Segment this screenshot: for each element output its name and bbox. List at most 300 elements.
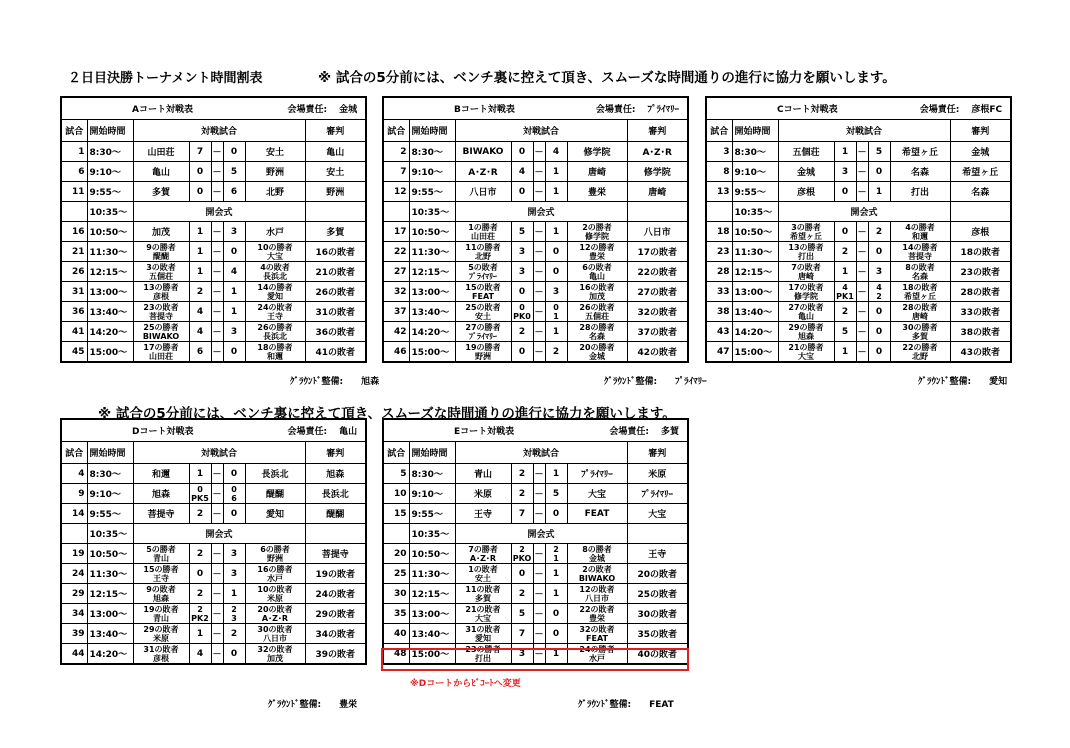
home-team [133, 644, 189, 665]
court-b-table [382, 96, 687, 363]
home-team [455, 624, 511, 644]
away-team [245, 584, 305, 604]
away-team [567, 322, 627, 342]
away-score: 0 [223, 644, 245, 665]
start-time: 10:35～ [732, 202, 778, 222]
referee: 23の敗者 [950, 262, 1011, 282]
table-row [706, 182, 1011, 202]
home-team [133, 604, 189, 624]
home-team-line2: 安土 [475, 573, 491, 583]
score-dash: － [856, 282, 868, 302]
match-no: 48 [383, 644, 409, 665]
table-row [383, 322, 688, 342]
home-score [834, 282, 856, 302]
table-row [383, 624, 688, 644]
away-team [567, 604, 627, 624]
away-score: 1 [868, 182, 890, 202]
table-row [383, 484, 688, 504]
away-score: 0 [868, 342, 890, 363]
match-no: 24 [61, 564, 87, 584]
home-team-line1: 25の勝者 [143, 322, 179, 332]
change-note: ※Dコートからﾋﾞｺｰﾄへ変更 [410, 679, 521, 689]
start-time: 11:30～ [409, 242, 455, 262]
court-name: Aコート対戦表 [132, 105, 193, 115]
away-score: 0 [223, 242, 245, 262]
start-time: 9:55～ [409, 182, 455, 202]
score-dash: － [533, 464, 545, 484]
court-name: Dコート対戦表 [132, 427, 194, 437]
home-team-line1: 15の勝者 [143, 564, 179, 574]
table-row [383, 202, 688, 222]
away-score: 1 [545, 322, 567, 342]
score-dash: － [856, 242, 868, 262]
away-score: 1 [545, 182, 567, 202]
home-team: 彦根 [778, 182, 834, 202]
match-no: 44 [61, 644, 87, 665]
start-time: 13:00～ [409, 604, 455, 624]
match-no: 21 [61, 242, 87, 262]
score-dash: － [211, 182, 223, 202]
away-team [890, 322, 950, 342]
home-team-line1: 7の勝者 [468, 544, 498, 554]
match-no: 1 [61, 142, 87, 162]
away-score [223, 484, 245, 504]
table-row [61, 142, 366, 162]
score-dash: － [211, 624, 223, 644]
home-team-line2: 打出 [798, 251, 814, 261]
table-row [383, 564, 688, 584]
score-dash: － [211, 162, 223, 182]
score-dash: － [856, 302, 868, 322]
away-score [223, 604, 245, 624]
home-score: 5 [511, 604, 533, 624]
referee: 38の敗者 [950, 322, 1011, 342]
referee: 21の敗者 [305, 262, 366, 282]
away-team: 修学院 [567, 142, 627, 162]
manager-label: 会場責任: [919, 105, 960, 115]
table-row [383, 302, 688, 322]
away-team [245, 644, 305, 665]
away-team-line1: 24の勝者 [579, 644, 615, 654]
referee: 41の敗者 [305, 342, 366, 363]
match-no: 42 [383, 322, 409, 342]
header-referee: 審判 [305, 120, 366, 142]
away-score: 4 [223, 262, 245, 282]
away-team-line2: 愛知 [267, 291, 283, 301]
home-score: 0 [511, 342, 533, 363]
home-team-line2: 青山 [153, 553, 169, 563]
away-team [245, 302, 305, 322]
away-score: 1 [545, 464, 567, 484]
away-team [567, 564, 627, 584]
table-row [61, 222, 366, 242]
away-team-line2: 和邇 [267, 351, 283, 361]
home-team: 加茂 [133, 222, 189, 242]
table-row [706, 202, 1011, 222]
referee: 名森 [950, 182, 1011, 202]
away-team-line2: 王寺 [267, 311, 283, 321]
court-name: Cコート対戦表 [777, 105, 838, 115]
home-team-line1: 3の勝者 [791, 222, 821, 232]
score-dash: － [856, 222, 868, 242]
table-row [383, 162, 688, 182]
home-score: 1 [189, 624, 211, 644]
home-team-line1: 5の勝者 [146, 544, 176, 554]
away-team-line2: 大宝 [267, 251, 283, 261]
away-score: 2 [868, 222, 890, 242]
away-score-line2: 1 [553, 553, 559, 563]
away-team-line2: 五個荘 [585, 311, 609, 321]
score-dash: － [533, 604, 545, 624]
start-time: 15:00～ [87, 342, 133, 363]
referee: ﾌﾟﾗｲﾏﾘｰ [627, 484, 688, 504]
ground-e [578, 697, 674, 710]
home-score: 3 [511, 262, 533, 282]
referee: 32の敗者 [627, 302, 688, 322]
home-team: 旭森 [133, 484, 189, 504]
away-team-line2: 唐崎 [912, 311, 928, 321]
home-team [133, 242, 189, 262]
home-team: 金城 [778, 162, 834, 182]
home-team-line1: 19の勝者 [465, 342, 501, 352]
away-team: 名森 [890, 162, 950, 182]
start-time: 13:40～ [87, 624, 133, 644]
ground-label: ｸﾞﾗｳﾝﾄﾞ整備: [604, 377, 658, 387]
away-score: 0 [223, 464, 245, 484]
referee: 菩提寺 [305, 544, 366, 564]
table-row [61, 262, 366, 282]
ground-c [918, 374, 1007, 387]
home-team-line1: 15の敗者 [465, 282, 501, 292]
home-team-line2: 山田荘 [149, 351, 173, 361]
home-team [455, 242, 511, 262]
court-name: Eコート対戦表 [454, 427, 515, 437]
table-row [706, 282, 1011, 302]
schedule-table [382, 418, 689, 665]
home-score: 7 [511, 624, 533, 644]
home-score: 1 [834, 342, 856, 363]
start-time: 9:55～ [732, 182, 778, 202]
header-start-time: 開始時間 [87, 120, 133, 142]
match-no: 39 [61, 624, 87, 644]
away-score: 0 [545, 242, 567, 262]
home-team-line2: 北野 [475, 251, 491, 261]
score-dash: － [211, 644, 223, 665]
home-score: 3 [511, 242, 533, 262]
score-dash: － [856, 142, 868, 162]
home-team-line2: BIWAKO [142, 331, 180, 341]
home-score-line2: PKO [512, 553, 532, 563]
away-team-line1: 18の勝者 [257, 342, 293, 352]
home-team-line2: A･Z･R [469, 553, 497, 563]
away-team: 醍醐 [245, 484, 305, 504]
home-score: 3 [834, 162, 856, 182]
away-score: 1 [223, 302, 245, 322]
match-no: 25 [383, 564, 409, 584]
home-team [455, 262, 511, 282]
away-score: 3 [868, 262, 890, 282]
score-dash: － [533, 282, 545, 302]
header-match-no: 試合 [61, 120, 87, 142]
table-row [61, 584, 366, 604]
table-row [61, 544, 366, 564]
court-c-table [705, 96, 1010, 363]
start-time: 14:20～ [732, 322, 778, 342]
home-score [511, 302, 533, 322]
match-no: 20 [383, 544, 409, 564]
start-time: 11:30～ [87, 564, 133, 584]
home-team [455, 302, 511, 322]
score-dash: － [533, 222, 545, 242]
referee: 17の敗者 [627, 242, 688, 262]
header-referee: 審判 [627, 120, 688, 142]
start-time: 12:15～ [732, 262, 778, 282]
home-team-line1: 13の勝者 [143, 282, 179, 292]
court-header-box [62, 424, 365, 437]
home-score: 0 [511, 282, 533, 302]
match-no: 3 [706, 142, 732, 162]
referee: 醍醐 [305, 504, 366, 524]
away-score [545, 302, 567, 322]
referee: 25の敗者 [627, 584, 688, 604]
ceremony-label: 開会式 [455, 202, 627, 222]
home-score: 2 [189, 282, 211, 302]
home-team-line2: 亀山 [798, 311, 814, 321]
away-team-line2: BIWAKO [578, 573, 616, 583]
court-manager [609, 424, 679, 437]
court-a-table [60, 96, 365, 363]
table-row [61, 464, 366, 484]
away-team [890, 302, 950, 322]
match-no: 18 [706, 222, 732, 242]
court-header-box [62, 102, 365, 115]
away-team: 希望ヶ丘 [890, 142, 950, 162]
home-score: 2 [189, 584, 211, 604]
home-team [133, 302, 189, 322]
ground-value: FEAT [649, 700, 674, 710]
page-title: ２日目決勝トーナメント時間割表 [68, 71, 263, 86]
away-team-line2: 豊栄 [589, 613, 605, 623]
home-team [133, 564, 189, 584]
score-dash: － [856, 182, 868, 202]
away-team: 長浜北 [245, 464, 305, 484]
away-team [245, 262, 305, 282]
match-no: 6 [61, 162, 87, 182]
ceremony-label: 開会式 [455, 524, 627, 544]
home-score: 1 [189, 242, 211, 262]
home-score [189, 484, 211, 504]
ceremony-label: 開会式 [133, 202, 305, 222]
home-team-line1: 13の勝者 [788, 242, 824, 252]
start-time: 8:30～ [87, 464, 133, 484]
away-team-line2: 北野 [912, 351, 928, 361]
start-time: 9:55～ [87, 504, 133, 524]
start-time: 15:00～ [409, 342, 455, 363]
home-team-line2: 希望ヶ丘 [790, 231, 822, 241]
court-name: Bコート対戦表 [454, 105, 515, 115]
home-team [778, 342, 834, 363]
match-no: 23 [706, 242, 732, 262]
score-dash: － [533, 322, 545, 342]
table-row [706, 162, 1011, 182]
home-score: 4 [189, 644, 211, 665]
table-row [61, 644, 366, 665]
table-row [706, 262, 1011, 282]
header-referee: 審判 [950, 120, 1011, 142]
referee: 米原 [627, 464, 688, 484]
home-team-line2: 大宝 [475, 613, 491, 623]
home-team-line2: 醍醐 [153, 251, 169, 261]
referee: 43の敗者 [950, 342, 1011, 363]
referee: 33の敗者 [950, 302, 1011, 322]
header-start-time: 開始時間 [409, 442, 455, 464]
home-team-line2: 修学院 [794, 291, 818, 301]
match-no: 29 [61, 584, 87, 604]
schedule-table [60, 418, 367, 665]
home-score-line2: PK0 [513, 311, 531, 321]
home-team-line2: 彦根 [153, 291, 169, 301]
home-team [133, 624, 189, 644]
table-row [61, 282, 366, 302]
home-score: 4 [511, 162, 533, 182]
start-time: 8:30～ [732, 142, 778, 162]
home-score: 2 [834, 302, 856, 322]
table-row [383, 282, 688, 302]
table-row [383, 604, 688, 624]
away-score: 3 [545, 282, 567, 302]
table-row [61, 484, 366, 504]
home-team-line2: 多賀 [475, 593, 491, 603]
home-score: 1 [834, 142, 856, 162]
away-team-line2: 加茂 [267, 653, 283, 663]
away-team-line2: 菩提寺 [908, 251, 932, 261]
away-team [245, 564, 305, 584]
away-team-line2: 名森 [589, 331, 605, 341]
start-time: 10:50～ [87, 544, 133, 564]
match-no [706, 202, 732, 222]
away-score: 0 [545, 604, 567, 624]
home-score: 0 [511, 564, 533, 584]
match-no [383, 524, 409, 544]
home-score: 2 [511, 584, 533, 604]
home-team: 八日市 [455, 182, 511, 202]
away-team-line1: 16の敗者 [579, 282, 615, 292]
court-header [706, 97, 1011, 120]
referee: 旭森 [305, 464, 366, 484]
header-match: 対戦試合 [133, 442, 305, 464]
start-time: 9:10～ [409, 162, 455, 182]
home-score: 0 [511, 182, 533, 202]
score-dash: － [211, 464, 223, 484]
table-row [706, 242, 1011, 262]
away-team-line2: 亀山 [589, 271, 605, 281]
start-time: 14:20～ [409, 322, 455, 342]
away-score-line2: 6 [231, 493, 237, 503]
start-time: 10:50～ [732, 222, 778, 242]
referee: 29の敗者 [305, 604, 366, 624]
score-dash: － [856, 342, 868, 363]
referee: 長浜北 [305, 484, 366, 504]
header-start-time: 開始時間 [732, 120, 778, 142]
score-dash: － [211, 484, 223, 504]
away-team-line1: 10の敗者 [257, 584, 293, 594]
match-no: 26 [61, 262, 87, 282]
away-team-line1: 12の敗者 [579, 584, 615, 594]
start-time: 10:35～ [409, 202, 455, 222]
table-row [61, 604, 366, 624]
match-no: 19 [61, 544, 87, 564]
header-referee: 審判 [627, 442, 688, 464]
header-referee: 審判 [305, 442, 366, 464]
away-team-line2: 金城 [589, 351, 605, 361]
schedule-table [705, 96, 1012, 363]
manager-label: 会場責任: [609, 427, 650, 437]
start-time: 13:40～ [409, 302, 455, 322]
header-match: 対戦試合 [455, 120, 627, 142]
score-dash: － [533, 242, 545, 262]
away-score: 0 [868, 302, 890, 322]
referee: A･Z･R [627, 142, 688, 162]
match-no [61, 524, 87, 544]
away-score: 5 [545, 484, 567, 504]
away-score: 0 [545, 504, 567, 524]
match-no: 36 [61, 302, 87, 322]
home-score: 4 [189, 322, 211, 342]
away-team [567, 584, 627, 604]
home-team [455, 342, 511, 363]
table-row [61, 182, 366, 202]
home-team-line1: 21の勝者 [788, 342, 824, 352]
manager-name: 彦根FC [971, 105, 1003, 115]
ground-a [290, 374, 379, 387]
away-team-line2: 希望ヶ丘 [904, 291, 936, 301]
away-score-line1: 0 [553, 302, 559, 312]
start-time: 15:00～ [409, 644, 455, 665]
start-time: 13:40～ [732, 302, 778, 322]
schedule-table [60, 96, 367, 363]
ground-value: ﾌﾟﾗｲﾏﾘｰ [675, 377, 707, 387]
home-team-line2: 菩提寺 [149, 311, 173, 321]
home-team-line1: 23の敗者 [143, 302, 179, 312]
table-row [383, 222, 688, 242]
table-row [61, 242, 366, 262]
home-team-line1: 23の勝者 [465, 644, 501, 654]
changed-match-highlight [381, 648, 689, 671]
away-score: 3 [223, 564, 245, 584]
score-dash: － [211, 322, 223, 342]
away-team-line2: 金城 [589, 553, 605, 563]
away-score: 0 [545, 262, 567, 282]
away-team: ﾌﾟﾗｲﾏﾘｰ [567, 464, 627, 484]
score-dash: － [856, 262, 868, 282]
away-team-line1: 10の勝者 [257, 242, 293, 252]
away-team-line1: 26の敗者 [579, 302, 615, 312]
match-no [383, 202, 409, 222]
score-dash: － [211, 504, 223, 524]
home-team-line1: 27の敗者 [788, 302, 824, 312]
away-team [567, 624, 627, 644]
ground-label: ｸﾞﾗｳﾝﾄﾞ整備: [578, 700, 632, 710]
court-manager [287, 102, 357, 115]
header-match-no: 試合 [383, 120, 409, 142]
home-score-line1: 4 [842, 282, 848, 292]
start-time: 9:55～ [409, 504, 455, 524]
match-no: 11 [61, 182, 87, 202]
home-score: 7 [511, 504, 533, 524]
table-row [706, 142, 1011, 162]
away-score-line1: 2 [553, 544, 559, 554]
score-dash: － [211, 584, 223, 604]
